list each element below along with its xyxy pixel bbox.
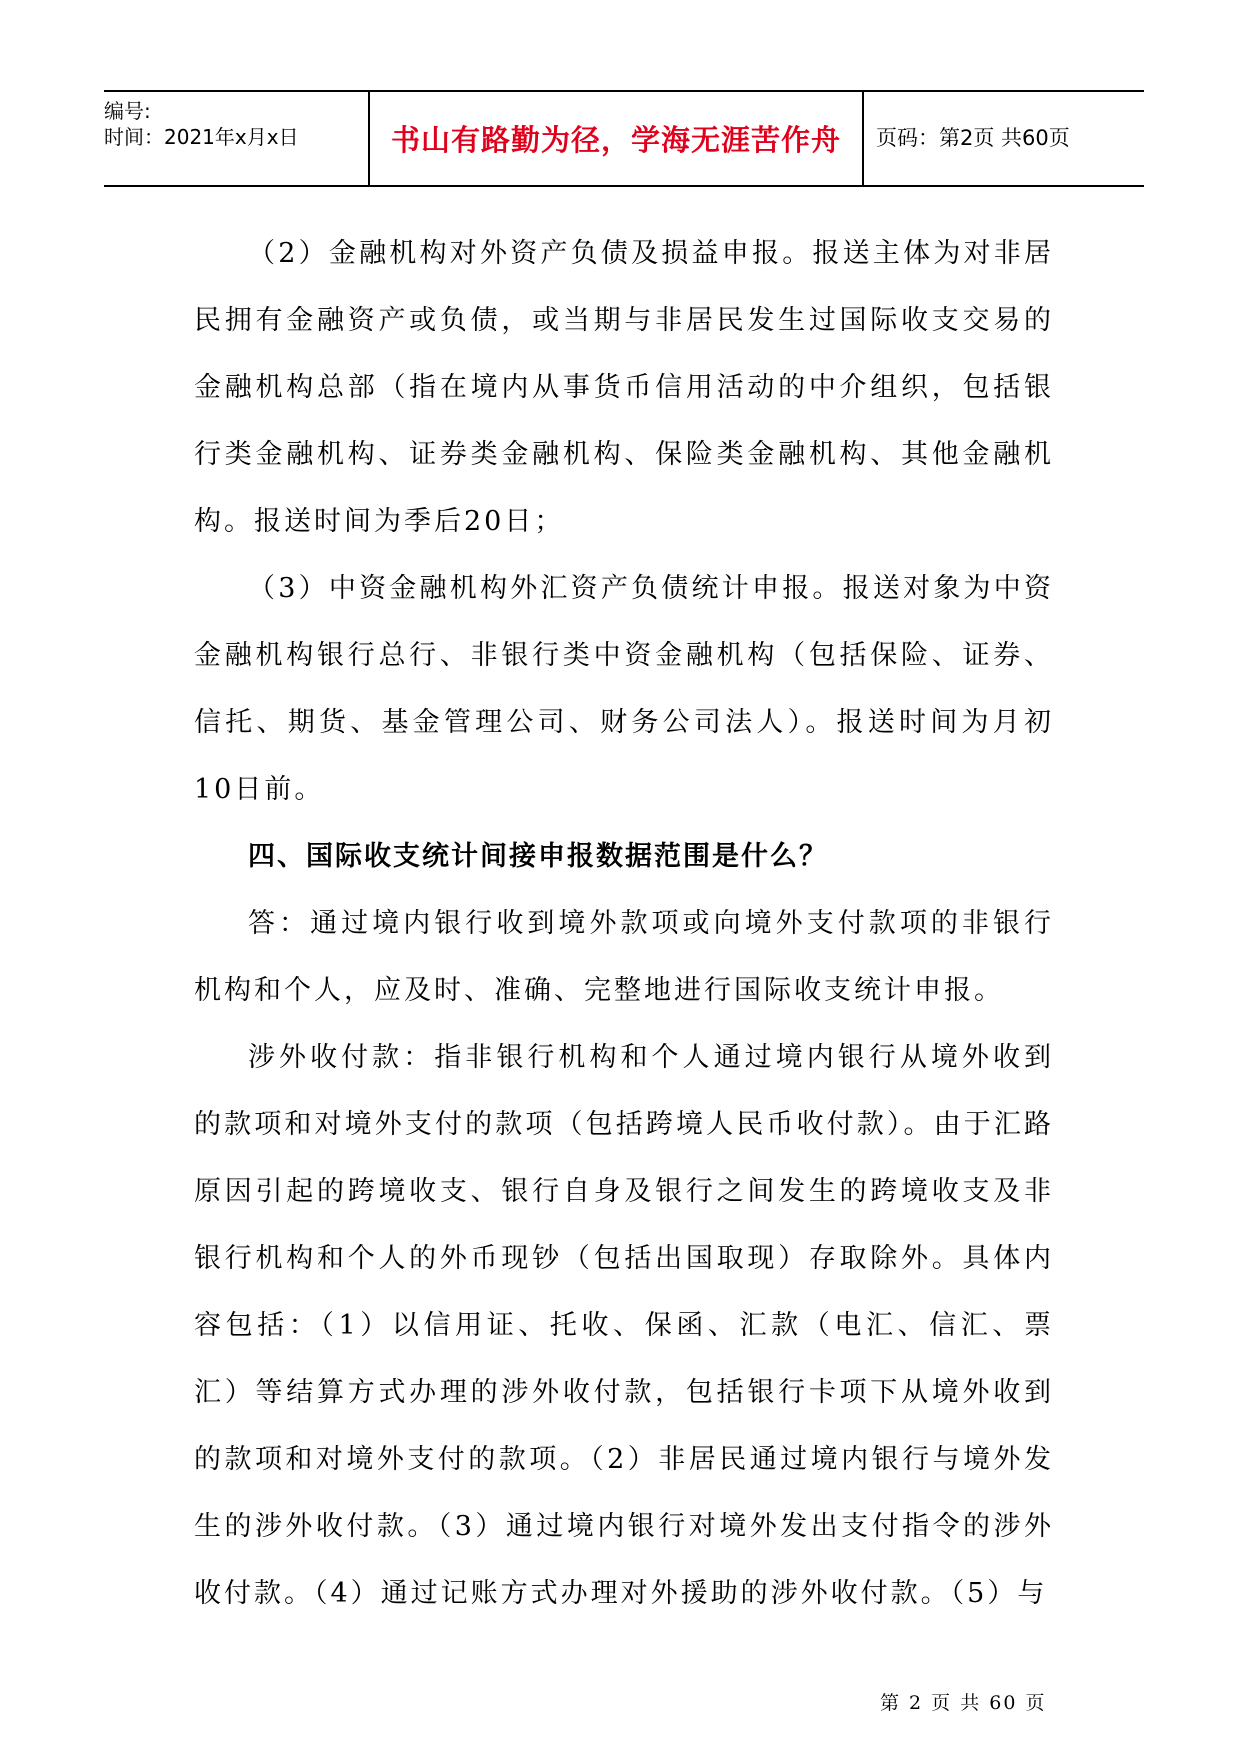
document-number-label: 编号: [104, 99, 151, 123]
paragraph-chinese-funded-institutions: （3）中资金融机构外汇资产负债统计申报。报送对象为中资金融机构银行总行、非银行类中资金融机构（包括保险、证券、信托、期货、基金管理公司、财务公司法人）。报送时间为月初10日前。 [194, 573, 1054, 805]
page-header [104, 90, 1144, 187]
paragraph-foreign-payments: 涉外收付款：指非银行机构和个人通过境内银行从境外收到的款项和对境外支付的款项（包括跨境人民币收付款）。由于汇路原因引起的跨境收支、银行自身及银行之间发生的跨境收支及非银行机构和个人的外币现钞（包括出国取现）存取除外。具体内容包括：（1）以信用证、托收、保函、汇款（电汇、信汇、票汇）等结算方式办理的涉外收付款，包括银行卡项下从境外收到的款项和对境外支付的款项。（2）非居民通过境内银行与境外发生的涉外收付款。（3）通过境内银行对境外发出支付指令的涉外收付款。（4）通过记账方式办理对外援助的涉外收付款。（5）与 [194, 1042, 1054, 1609]
document-body [194, 220, 1054, 1627]
section-heading: 四、国际收支统计间接申报数据范围是什么？ [248, 841, 828, 872]
document-date: 时间：2021年x月x日 [104, 125, 299, 149]
header-page-cell [864, 92, 1144, 185]
header-meta [104, 92, 368, 185]
paragraph-financial-institutions: （2）金融机构对外资产负债及损益申报。报送主体为对非居民拥有金融资产或负债，或当期与非居民发生过国际收支交易的金融机构总部（指在境内从事货币信用活动的中介组织，包括银行类金融机构、证券类金融机构、保险类金融机构、其他金融机构。报送时间为季后20日； [194, 238, 1054, 537]
page-footer: 第 2 页 共 60 页 [880, 1692, 1047, 1714]
header-slogan: 书山有路勤为径，学海无涯苦作舟 [390, 123, 841, 157]
paragraph-answer: 答：通过境内银行收到境外款项或向境外支付款项的非银行机构和个人，应及时、准确、完整地进行国际收支统计申报。 [194, 908, 1054, 1006]
header-page-info: 页码：第2页 共60页 [876, 126, 1070, 150]
header-slogan-cell [368, 92, 864, 185]
